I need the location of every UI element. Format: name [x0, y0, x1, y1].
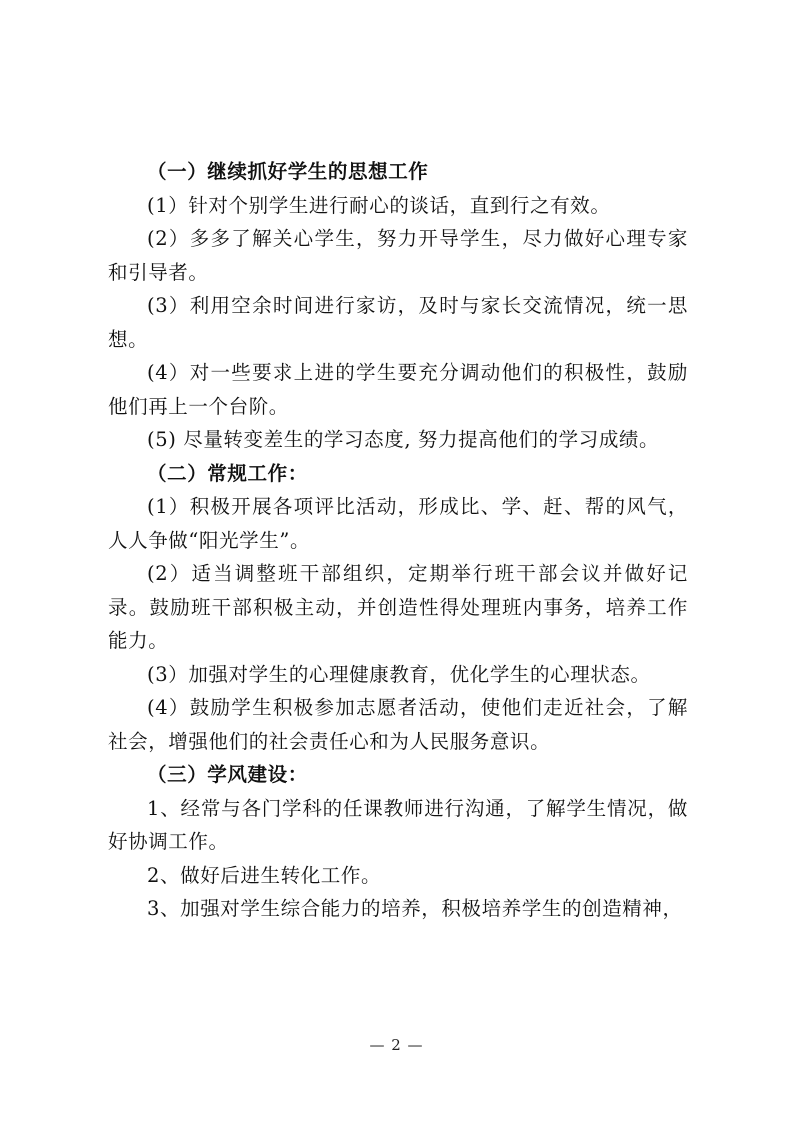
paragraph: (3）加强对学生的心理健康教育，优化学生的心理状态。	[147, 662, 651, 686]
section-heading-2: （二）常规工作：	[147, 461, 308, 485]
paragraph: 2、做好后进生转化工作。	[147, 863, 382, 887]
paragraph: (3）利用空余时间进行家访，及时与家长交流情况，统一思想。	[108, 294, 688, 351]
paragraph: 1、经常与各门学科的任课教师进行沟通，了解学生情况，做好协调工作。	[108, 796, 688, 853]
paragraph: (1）积极开展各项评比活动，形成比、学、赶、帮的风气，人人争做“阳光学生”。	[108, 495, 688, 552]
paragraph: (2）多多了解关心学生，努力开导学生，尽力做好心理专家和引导者。	[108, 227, 688, 284]
paragraph: (4）对一些要求上进的学生要充分调动他们的积极性，鼓励他们再上一个台阶。	[108, 361, 688, 418]
paragraph: (2）适当调整班干部组织，定期举行班干部会议并做好记录。鼓励班干部积极主动，并创造性得处理班内事务，培养工作能力。	[108, 562, 688, 652]
document-body	[108, 155, 688, 926]
paragraph: (1）针对个别学生进行耐心的谈话，直到行之有效。	[147, 193, 611, 217]
paragraph: 3、加强对学生综合能力的培养，积极培养学生的创造精神，	[147, 897, 683, 920]
paragraph: (4）鼓励学生积极参加志愿者活动，使他们走近社会，了解社会，增强他们的社会责任心和为人民服务意识。	[108, 696, 688, 753]
page-number: — 2 —	[369, 1036, 424, 1054]
section-heading-3: （三）学风建设：	[147, 763, 308, 786]
section-heading-1: （一）继续抓好学生的思想工作	[147, 160, 429, 183]
paragraph: (5) 尽量转变差生的学习态度, 努力提高他们的学习成绩。	[147, 428, 660, 451]
